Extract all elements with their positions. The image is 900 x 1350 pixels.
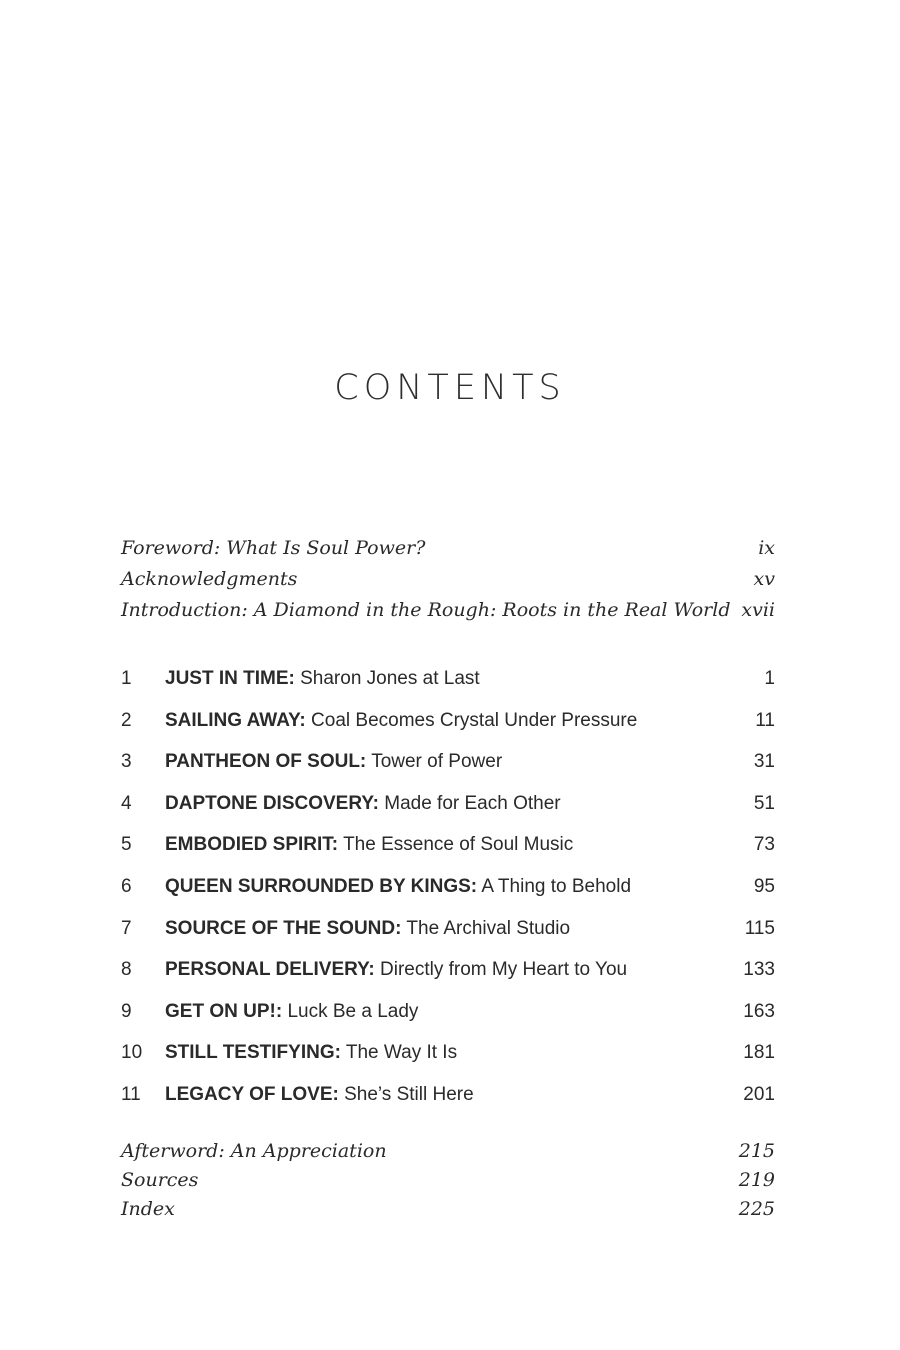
chapter-subtitle: A Thing to Behold (481, 875, 632, 897)
back-matter-list (121, 1137, 775, 1224)
chapter-subtitle: The Essence of Soul Music (343, 834, 574, 856)
toc-entry-title: Introduction: A Diamond in the Rough: Roots in the Real World (121, 599, 731, 621)
toc-chapter-3[interactable] (121, 743, 775, 785)
chapter-page: 51 (753, 792, 775, 814)
chapter-page: 11 (755, 709, 775, 731)
toc-chapter-9[interactable] (121, 993, 775, 1035)
chapter-page: 115 (744, 917, 775, 939)
chapter-number: 8 (121, 959, 132, 981)
chapter-heading: DAPTONE DISCOVERY: (165, 792, 379, 814)
chapter-page: 1 (764, 668, 775, 689)
toc-chapter-5[interactable] (121, 826, 775, 868)
chapter-title (165, 785, 754, 823)
toc-entry-title: Index (121, 1198, 175, 1220)
chapter-subtitle: She’s Still Here (344, 1083, 474, 1105)
chapter-number: 10 (121, 1042, 143, 1064)
toc-chapter-4[interactable] (121, 785, 775, 827)
chapter-number: 5 (121, 834, 132, 856)
toc-entry-title: Foreword: What Is Soul Power? (121, 537, 426, 559)
toc-entry-foreword[interactable] (121, 533, 775, 564)
toc-entry-page: 215 (738, 1140, 775, 1162)
toc-entry-afterword[interactable] (121, 1137, 775, 1166)
chapter-title (165, 951, 743, 989)
toc-entry-introduction[interactable] (121, 595, 775, 626)
toc-chapter-10[interactable] (121, 1034, 775, 1076)
chapter-number: 2 (121, 709, 132, 731)
chapter-page: 73 (753, 834, 775, 856)
toc-chapter-7[interactable] (121, 910, 775, 952)
toc-entry-title: Acknowledgments (121, 568, 298, 590)
chapter-subtitle: Sharon Jones at Last (300, 668, 480, 689)
chapter-page: 163 (743, 1000, 775, 1022)
chapter-title (165, 910, 745, 948)
chapter-title (165, 702, 755, 740)
toc-entry-page: ix (758, 537, 775, 559)
toc-entry-page: 225 (738, 1198, 775, 1220)
chapter-number: 6 (121, 875, 132, 897)
chapter-subtitle: The Way It Is (345, 1042, 458, 1064)
chapter-page: 181 (743, 1042, 775, 1064)
chapter-number: 9 (121, 1000, 132, 1022)
chapter-subtitle: Luck Be a Lady (287, 1000, 419, 1022)
chapter-subtitle: Tower of Power (371, 751, 503, 773)
toc-entry-page: xvii (741, 599, 775, 621)
chapter-subtitle: Made for Each Other (384, 792, 561, 814)
chapter-title (165, 1076, 743, 1114)
chapter-heading: JUST IN TIME: (165, 668, 295, 689)
chapter-heading: QUEEN SURROUNDED BY KINGS: (165, 875, 478, 897)
toc-entry-acknowledgments[interactable] (121, 564, 775, 595)
chapter-page: 201 (743, 1083, 775, 1105)
chapter-heading: SOURCE OF THE SOUND: (165, 917, 402, 939)
toc-chapter-11[interactable] (121, 1076, 775, 1118)
chapter-heading: GET ON UP!: (165, 1000, 283, 1022)
chapter-heading: SAILING AWAY: (165, 709, 306, 731)
chapter-title (165, 743, 754, 781)
toc-chapter-6[interactable] (121, 868, 775, 910)
toc-chapter-2[interactable] (121, 702, 775, 744)
chapter-title (165, 868, 754, 906)
chapter-heading: STILL TESTIFYING: (165, 1042, 341, 1064)
toc-entry-title: Afterword: An Appreciation (121, 1140, 387, 1162)
chapter-page: 31 (753, 751, 775, 773)
toc-entry-sources[interactable] (121, 1166, 775, 1195)
toc-entry-index[interactable] (121, 1195, 775, 1224)
chapter-title (165, 660, 764, 698)
chapter-title (165, 1034, 743, 1072)
chapter-page: 95 (753, 875, 775, 897)
chapter-heading: PERSONAL DELIVERY: (165, 959, 375, 981)
chapter-subtitle: The Archival Studio (406, 917, 571, 939)
chapter-list (121, 660, 775, 1118)
chapter-subtitle: Coal Becomes Crystal Under Pressure (311, 709, 638, 731)
page-title: CONTENTS (334, 368, 566, 408)
chapter-number: 7 (121, 917, 132, 939)
chapter-number: 1 (121, 668, 132, 689)
chapter-number: 3 (121, 751, 132, 773)
toc-chapter-8[interactable] (121, 951, 775, 993)
front-matter-list (121, 533, 775, 626)
chapter-title (165, 993, 743, 1031)
chapter-heading: LEGACY OF LOVE: (165, 1083, 339, 1105)
chapter-number: 4 (121, 792, 132, 814)
chapter-subtitle: Directly from My Heart to You (380, 959, 628, 981)
chapter-title (165, 826, 754, 864)
chapter-page: 133 (743, 959, 775, 981)
chapter-heading: PANTHEON OF SOUL: (165, 751, 367, 773)
toc-chapter-1[interactable] (121, 660, 775, 702)
toc-entry-page: 219 (738, 1169, 775, 1191)
toc-entry-page: xv (753, 568, 775, 590)
toc-entry-title: Sources (121, 1169, 199, 1191)
chapter-heading: EMBODIED SPIRIT: (165, 834, 339, 856)
chapter-number: 11 (121, 1083, 141, 1105)
